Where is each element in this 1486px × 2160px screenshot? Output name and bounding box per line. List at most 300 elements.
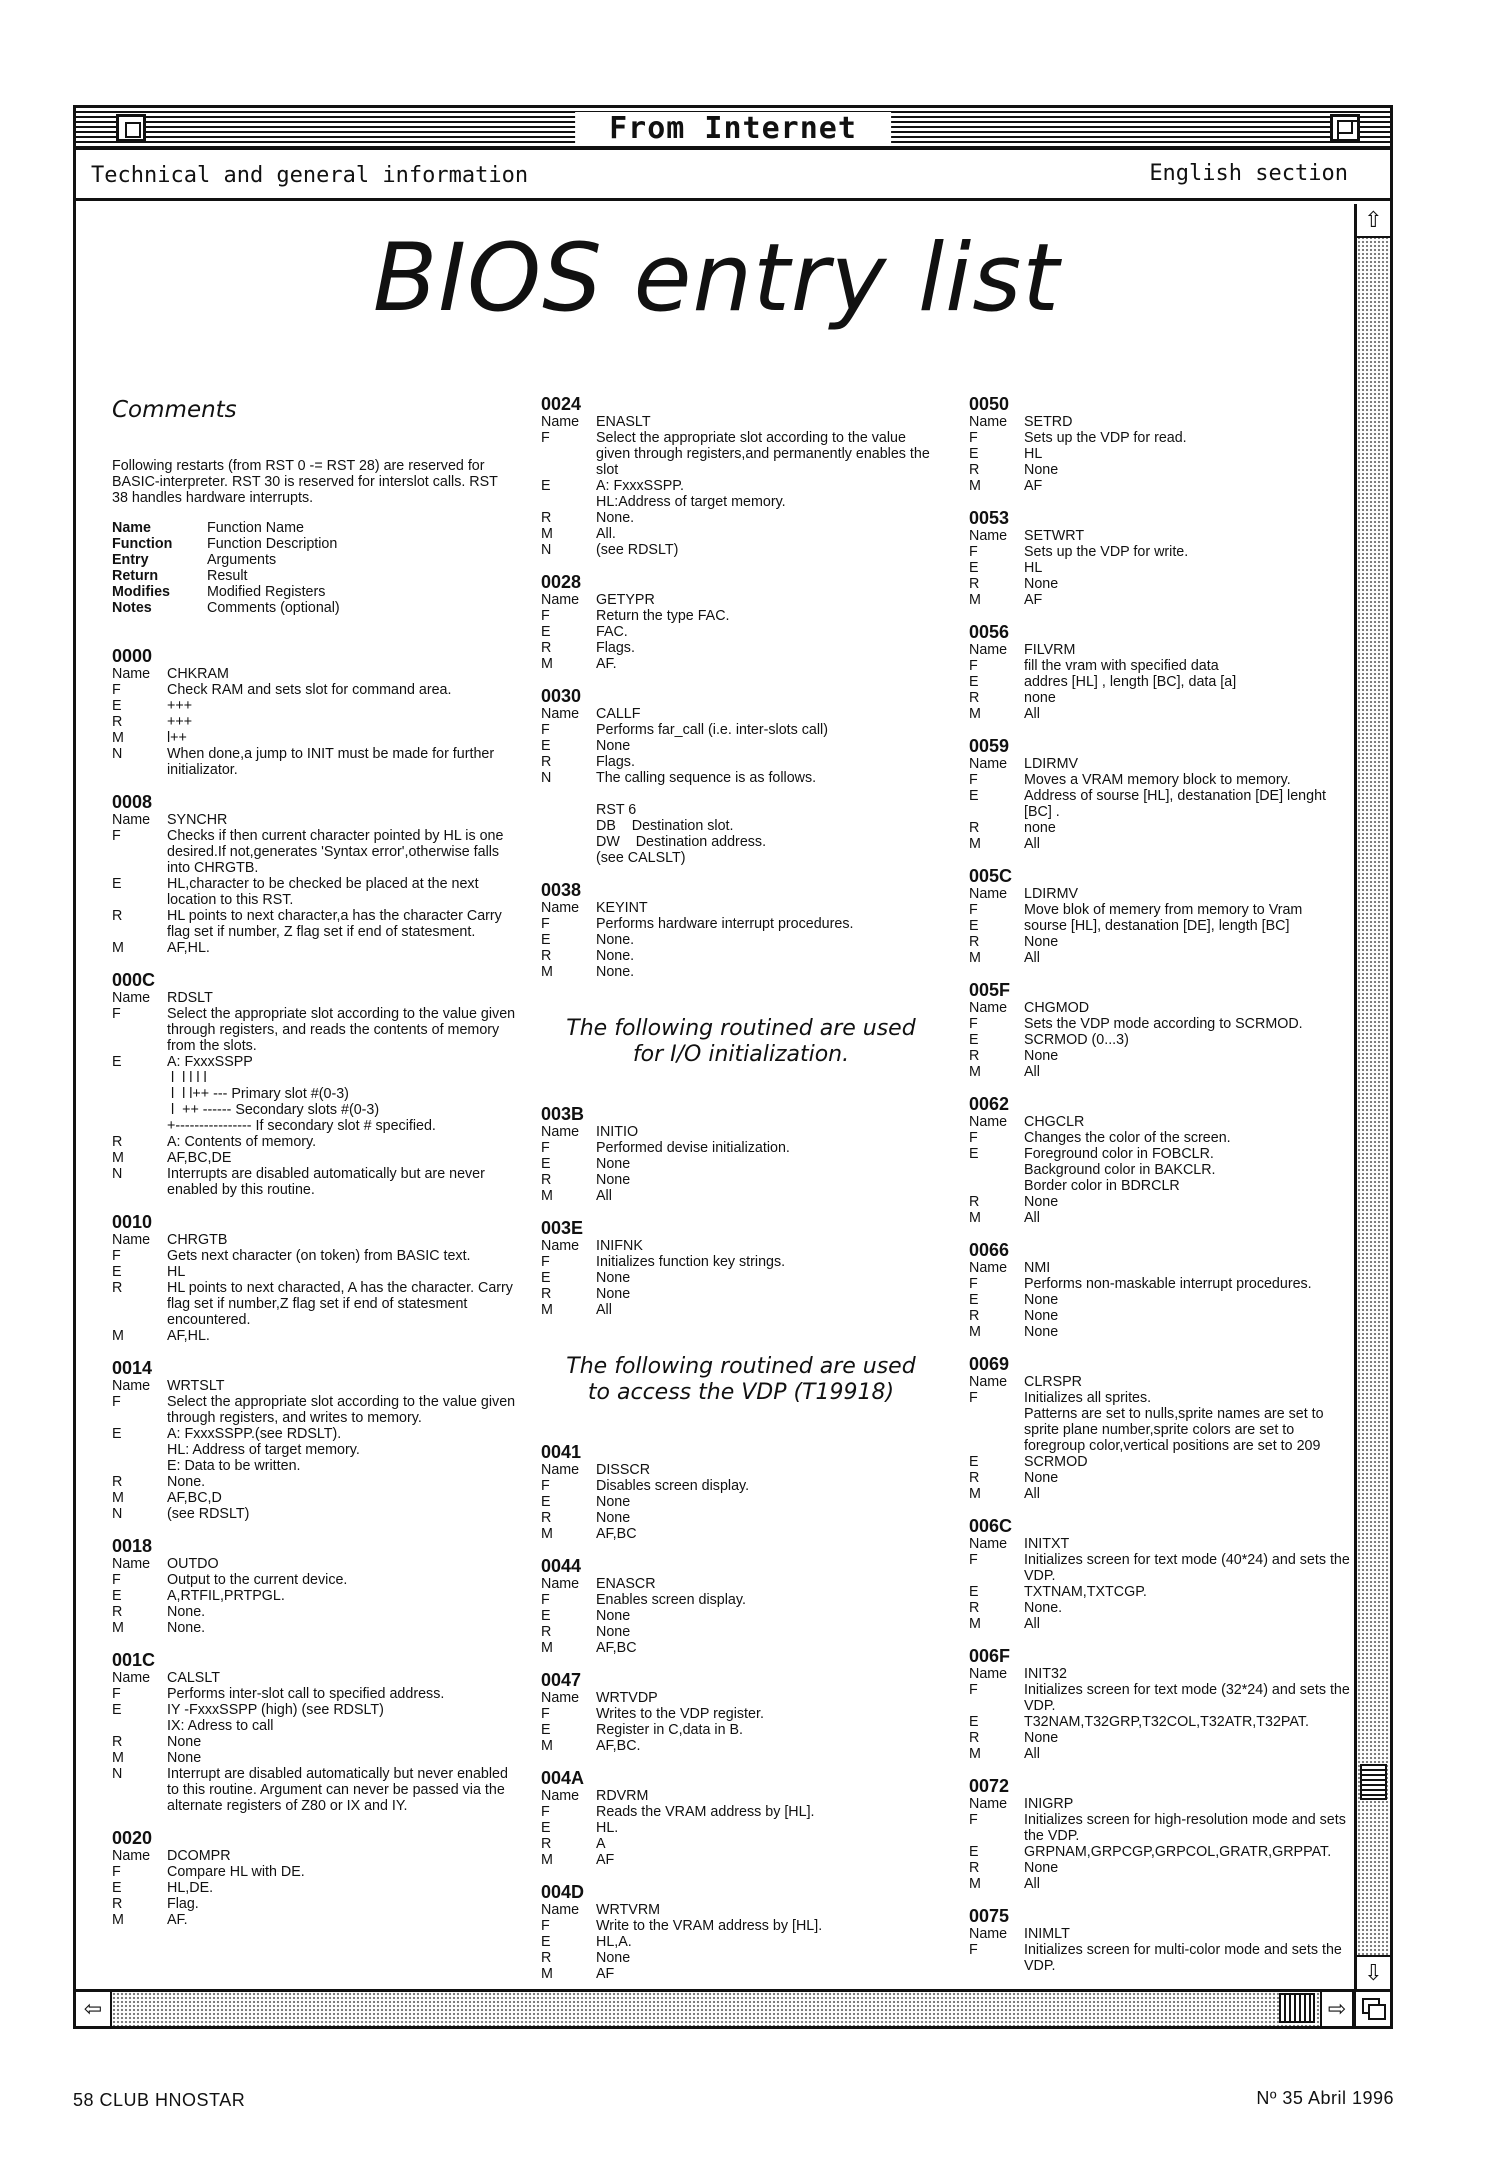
field-key: F: [969, 1812, 978, 1828]
field-value: WRTVRM: [596, 1902, 661, 1918]
entry-field: [541, 932, 941, 948]
bios-entry: [112, 1212, 517, 1344]
field-value: CHKRAM: [167, 666, 229, 682]
bios-entry: [112, 970, 520, 1198]
entry-field: [969, 820, 1354, 836]
field-value: All: [1024, 1746, 1040, 1762]
entry-field: [969, 1276, 1354, 1292]
field-key: M: [969, 950, 981, 966]
field-value: A: FxxxSSPP.(see RDSLT). HL: Address of target memory. E: Data to be written.: [167, 1426, 360, 1474]
field-value: CHRGTB: [167, 1232, 228, 1248]
bios-entry: [969, 622, 1354, 722]
title-bar[interactable]: [76, 108, 1390, 150]
bios-entry: [541, 880, 941, 980]
bios-entry: [541, 1442, 941, 1542]
field-value: A: FxxxSSPP. HL:Address of target memory.: [596, 478, 786, 510]
entry-field: [112, 1490, 517, 1506]
entry-field: [112, 682, 517, 698]
field-value: Moves a VRAM memory block to memory.: [1024, 772, 1291, 788]
field-key: M: [541, 526, 553, 542]
field-value: Select the appropriate slot according to the value given through registers, and writes to memory.: [167, 1394, 520, 1426]
entry-field: [112, 1588, 517, 1604]
field-key: F: [112, 1006, 121, 1022]
entry-field: [112, 1912, 517, 1928]
entry-field: [969, 934, 1354, 950]
entry-field: [969, 1616, 1354, 1632]
horizontal-scrollbar[interactable]: [76, 1989, 1390, 2026]
field-value: Gets next character (on token) from BASIC text.: [167, 1248, 471, 1264]
entry-field: [112, 746, 517, 778]
field-value: None.: [1024, 1600, 1063, 1616]
field-key: M: [112, 940, 124, 956]
field-value: Flags.: [596, 754, 635, 770]
entry-field: [969, 430, 1354, 446]
bios-entry: [969, 1906, 1354, 1974]
field-value: A: [596, 1836, 606, 1852]
section-label-right: English section: [1149, 161, 1348, 186]
entry-field: [112, 1328, 517, 1344]
field-key: M: [541, 1188, 553, 1204]
entry-field: [112, 1750, 517, 1766]
field-value: AF,BC: [596, 1526, 637, 1542]
field-key: Name: [541, 1124, 580, 1140]
field-key: F: [969, 1682, 978, 1698]
scroll-right-arrow-icon[interactable]: ⇨: [1320, 1992, 1354, 2026]
entry-field: [541, 1140, 941, 1156]
field-key: Name: [969, 756, 1008, 772]
bios-entry: [541, 686, 941, 866]
field-value: Checks if then current character pointed by HL is one desired.If not,generates 'Syntax error',otherwise falls into CHRGTB.: [167, 828, 508, 876]
field-value: None.: [596, 932, 635, 948]
entry-address: 005F: [969, 980, 1011, 1000]
entry-field: [541, 1494, 941, 1510]
entry-field: [541, 770, 941, 866]
entry-field: [969, 1470, 1354, 1486]
bios-entry: [112, 1650, 517, 1814]
entry-field: [541, 1934, 941, 1950]
field-key: M: [541, 1852, 553, 1868]
scroll-down-arrow-icon[interactable]: ⇩: [1357, 1955, 1390, 1989]
field-value: DISSCR: [596, 1462, 651, 1478]
entry-field: [541, 1706, 941, 1722]
field-value: +++: [167, 714, 193, 730]
field-value: FAC.: [596, 624, 628, 640]
legend-key: Entry: [112, 552, 149, 568]
field-key: Name: [541, 592, 580, 608]
bios-entry: [969, 1646, 1354, 1762]
field-value: None.: [596, 964, 635, 980]
legend-row: [112, 552, 517, 568]
field-value: Enables screen display.: [596, 1592, 746, 1608]
field-key: Name: [112, 990, 151, 1006]
entry-field: [541, 640, 941, 656]
field-key: F: [969, 1016, 978, 1032]
field-key: R: [541, 510, 552, 526]
field-value: HL.: [596, 1820, 619, 1836]
entry-field: [969, 1746, 1354, 1762]
field-value: INITXT: [1024, 1536, 1070, 1552]
field-value: INIFNK: [596, 1238, 643, 1254]
field-value: None: [596, 1156, 631, 1172]
field-key: E: [112, 1702, 122, 1718]
entry-field: [969, 1390, 1354, 1454]
field-key: M: [969, 836, 981, 852]
field-value: None: [1024, 1324, 1059, 1340]
field-key: E: [112, 1054, 122, 1070]
entry-address: 006F: [969, 1646, 1011, 1666]
field-key: Name: [541, 1238, 580, 1254]
field-key: E: [112, 1264, 122, 1280]
entry-field: [969, 642, 1354, 658]
field-value: Select the appropriate slot according to the value given through registers,and permanently enables the slot: [596, 430, 934, 478]
field-key: R: [969, 1048, 980, 1064]
field-value: AF,HL.: [167, 940, 210, 956]
field-key: F: [541, 1706, 550, 1722]
entry-field: [969, 1876, 1354, 1892]
field-key: R: [969, 820, 980, 836]
entry-field: [112, 1848, 517, 1864]
field-value: None: [167, 1734, 202, 1750]
entry-field: [112, 730, 517, 746]
field-key: F: [541, 1592, 550, 1608]
entry-field: [112, 666, 517, 682]
section-heading: The following routined are used for I/O initialization.: [566, 1016, 916, 1067]
scroll-left-arrow-icon[interactable]: ⇦: [76, 1992, 112, 2026]
entry-field: [541, 1254, 941, 1270]
field-key: M: [969, 1486, 981, 1502]
field-value: AF.: [596, 656, 617, 672]
field-key: R: [969, 1308, 980, 1324]
field-value: Interrupts are disabled automatically but are never enabled by this routine.: [167, 1166, 489, 1198]
field-key: M: [112, 1912, 124, 1928]
field-value: CALLF: [596, 706, 641, 722]
entry-field: [969, 1194, 1354, 1210]
field-key: Name: [969, 1536, 1008, 1552]
field-key: Name: [541, 1690, 580, 1706]
entry-address: 0038: [541, 880, 582, 900]
legend-row: [112, 600, 517, 616]
field-key: M: [969, 1324, 981, 1340]
field-value: None: [596, 1950, 631, 1966]
field-key: R: [541, 640, 552, 656]
field-key: R: [541, 1286, 552, 1302]
legend-key: Function: [112, 536, 173, 552]
field-value: LDIRMV: [1024, 886, 1079, 902]
vertical-scroll-thumb[interactable]: [1360, 1764, 1387, 1800]
entry-address: 0050: [969, 394, 1010, 414]
entry-field: [541, 478, 941, 510]
bios-entry: [541, 1768, 941, 1868]
resize-box-icon[interactable]: [1354, 1992, 1390, 2026]
entry-field: [541, 542, 941, 558]
entry-address: 006C: [969, 1516, 1013, 1536]
field-value: None: [596, 1608, 631, 1624]
entry-field: [112, 828, 517, 876]
field-key: Name: [541, 414, 580, 430]
field-value: Return the type FAC.: [596, 608, 730, 624]
field-key: F: [112, 828, 121, 844]
field-key: E: [112, 1880, 122, 1896]
field-key: F: [541, 608, 550, 624]
field-value: None.: [167, 1474, 206, 1490]
field-key: F: [969, 1552, 978, 1568]
entry-field: [541, 1592, 941, 1608]
field-value: Writes to the VDP register.: [596, 1706, 764, 1722]
field-value: Flags.: [596, 640, 635, 656]
field-key: N: [541, 770, 552, 786]
field-value: SCRMOD (0...3): [1024, 1032, 1129, 1048]
entry-field: [541, 1624, 941, 1640]
field-value: fill the vram with specified data: [1024, 658, 1219, 674]
field-value: Performs far_call (i.e. inter-slots call): [596, 722, 828, 738]
field-key: E: [969, 1146, 979, 1162]
field-value: Initializes screen for text mode (32*24) and sets the VDP.: [1024, 1682, 1354, 1714]
close-box-icon[interactable]: [116, 114, 146, 142]
field-value: All: [1024, 1064, 1040, 1080]
field-key: F: [112, 1572, 121, 1588]
field-value: sourse [HL], destanation [DE], length [BC]: [1024, 918, 1290, 934]
entry-field: [541, 1286, 941, 1302]
field-key: N: [112, 1766, 123, 1782]
field-key: R: [112, 908, 123, 924]
bios-entry: [541, 1882, 941, 1982]
field-value: HL,DE.: [167, 1880, 214, 1896]
entry-address: 0008: [112, 792, 153, 812]
field-value: None: [1024, 1730, 1059, 1746]
page-title: BIOS entry list: [372, 224, 1061, 333]
field-key: R: [112, 1896, 123, 1912]
entry-field: [541, 1302, 941, 1318]
field-key: Name: [541, 900, 580, 916]
entry-field: [541, 1526, 941, 1542]
entry-field: [541, 722, 941, 738]
field-value: CLRSPR: [1024, 1374, 1082, 1390]
entry-field: [969, 1146, 1354, 1194]
field-value: AF.: [167, 1912, 188, 1928]
field-value: Address of sourse [HL], destanation [DE] lenght [BC] .: [1024, 788, 1330, 820]
field-key: E: [969, 1714, 979, 1730]
field-key: Name: [541, 706, 580, 722]
field-key: N: [541, 542, 552, 558]
bios-entry: [969, 980, 1354, 1080]
entry-field: [541, 1722, 941, 1738]
field-value: AF: [1024, 592, 1043, 608]
field-key: E: [541, 1820, 551, 1836]
entry-field: [112, 1054, 517, 1134]
field-value: CHGCLR: [1024, 1114, 1085, 1130]
entry-field: [969, 1308, 1354, 1324]
field-key: F: [969, 1130, 978, 1146]
vertical-scrollbar[interactable]: [1354, 204, 1390, 1989]
field-key: E: [969, 446, 979, 462]
field-value: Output to the current device.: [167, 1572, 348, 1588]
field-value: None: [1024, 576, 1059, 592]
field-key: M: [112, 1328, 124, 1344]
field-key: F: [969, 772, 978, 788]
bios-entry: [969, 394, 1354, 494]
field-value: A: FxxxSSPP l l l l l l l l++ --- Primary slot #(0-3) l ++ ------ Secondary slots #(0-3) +---------------- If secondary slot # specified.: [167, 1054, 436, 1134]
horizontal-scroll-thumb[interactable]: [1279, 1993, 1315, 2023]
field-key: E: [969, 788, 979, 804]
field-value: ENASCR: [596, 1576, 656, 1592]
field-value: WRTSLT: [167, 1378, 225, 1394]
scroll-up-arrow-icon[interactable]: ⇧: [1357, 204, 1390, 238]
field-value: none: [1024, 690, 1056, 706]
field-key: M: [541, 656, 553, 672]
field-key: R: [969, 1730, 980, 1746]
field-key: F: [541, 1478, 550, 1494]
field-key: F: [541, 1140, 550, 1156]
entry-field: [112, 1734, 517, 1750]
field-key: F: [541, 1254, 550, 1270]
field-key: E: [541, 624, 551, 640]
entry-field: [969, 414, 1354, 430]
entry-field: [969, 1114, 1354, 1130]
entry-field: [969, 544, 1354, 560]
entry-field: [112, 1426, 517, 1474]
bios-entry: [969, 508, 1354, 608]
field-key: E: [541, 738, 551, 754]
field-value: GETYPR: [596, 592, 655, 608]
field-value: SETWRT: [1024, 528, 1085, 544]
entry-field: [541, 964, 941, 980]
entry-field: [969, 1210, 1354, 1226]
entry-address: 0024: [541, 394, 582, 414]
info-bar: [76, 153, 1390, 201]
field-key: F: [969, 544, 978, 560]
bios-entry: [112, 1828, 517, 1928]
bios-entry: [541, 1104, 941, 1204]
entry-field: [969, 788, 1354, 820]
field-value: Changes the color of the screen.: [1024, 1130, 1231, 1146]
field-key: M: [112, 1620, 124, 1636]
field-value: INIMLT: [1024, 1926, 1070, 1942]
entry-field: [541, 1966, 941, 1982]
legend-row: [112, 520, 517, 536]
field-value: SETRD: [1024, 414, 1073, 430]
bios-entry: [112, 792, 517, 956]
entry-field: [969, 1324, 1354, 1340]
entry-field: [969, 478, 1354, 494]
field-value: WRTVDP: [596, 1690, 658, 1706]
field-key: F: [112, 1248, 121, 1264]
entry-field: [969, 756, 1354, 772]
field-value: CALSLT: [167, 1670, 220, 1686]
field-key: R: [541, 948, 552, 964]
entry-field: [969, 1926, 1354, 1942]
field-key: M: [541, 964, 553, 980]
field-key: E: [541, 1494, 551, 1510]
entry-field: [112, 1604, 517, 1620]
field-key: Name: [969, 886, 1008, 902]
field-key: M: [112, 1150, 124, 1166]
field-key: R: [969, 576, 980, 592]
entry-field: [112, 1766, 517, 1814]
field-key: R: [112, 1604, 123, 1620]
field-value: Disables screen display.: [596, 1478, 750, 1494]
entry-field: [112, 940, 517, 956]
entry-field: [969, 1584, 1354, 1600]
entry-field: [969, 592, 1354, 608]
entry-field: [112, 1506, 517, 1522]
legend-value: Arguments: [207, 552, 277, 568]
field-value: Sets up the VDP for write.: [1024, 544, 1189, 560]
entry-address: 0014: [112, 1358, 153, 1378]
field-value: All: [596, 1302, 612, 1318]
entry-field: [112, 1134, 517, 1150]
field-value: ENASLT: [596, 414, 651, 430]
field-value: NMI: [1024, 1260, 1051, 1276]
entry-field: [969, 1536, 1354, 1552]
entry-field: [969, 1486, 1354, 1502]
entry-field: [112, 1232, 517, 1248]
bios-entry: [541, 1556, 941, 1656]
field-value: HL: [1024, 446, 1043, 462]
legend-key: Return: [112, 568, 159, 584]
field-key: M: [969, 1616, 981, 1632]
field-key: E: [541, 1722, 551, 1738]
field-key: Name: [969, 1796, 1008, 1812]
entry-field: [969, 1260, 1354, 1276]
field-key: M: [969, 1876, 981, 1892]
field-value: All: [1024, 836, 1040, 852]
field-value: Reads the VRAM address by [HL].: [596, 1804, 815, 1820]
field-key: Name: [969, 642, 1008, 658]
field-value: None: [596, 1270, 631, 1286]
entry-address: 000C: [112, 970, 156, 990]
legend-key: Name: [112, 520, 151, 536]
legend-key: Modifies: [112, 584, 170, 600]
field-key: M: [541, 1738, 553, 1754]
zoom-box-icon[interactable]: [1330, 114, 1360, 142]
field-key: M: [969, 1210, 981, 1226]
entry-address: 0010: [112, 1212, 153, 1232]
field-value: Select the appropriate slot according to the value given through registers, and reads the contents of memory from the slots.: [167, 1006, 520, 1054]
field-value: HL,A.: [596, 1934, 632, 1950]
entry-field: [112, 990, 517, 1006]
entry-address: 0028: [541, 572, 582, 592]
entry-field: [969, 1666, 1354, 1682]
field-value: Register in C,data in B.: [596, 1722, 744, 1738]
field-key: E: [969, 560, 979, 576]
entry-field: [541, 414, 941, 430]
entry-field: [541, 592, 941, 608]
entry-field: [541, 1902, 941, 1918]
field-key: M: [112, 730, 124, 746]
field-value: RDVRM: [596, 1788, 649, 1804]
entry-field: [112, 1166, 517, 1198]
field-value: l++: [167, 730, 187, 746]
bios-entry: [969, 736, 1354, 852]
field-value: +++: [167, 698, 193, 714]
footer-issue-info: Nº 35 Abril 1996: [1256, 2088, 1394, 2108]
field-value: None: [596, 1510, 631, 1526]
entry-field: [969, 1016, 1354, 1032]
field-value: HL points to next character,a has the character Carry flag set if number, Z flag set if end of statesment.: [167, 908, 506, 940]
field-value: Performs non-maskable interrupt procedures.: [1024, 1276, 1312, 1292]
legend-row: [112, 584, 517, 600]
entry-address: 0030: [541, 686, 582, 706]
field-key: F: [969, 902, 978, 918]
field-key: Name: [112, 1378, 151, 1394]
field-key: F: [112, 682, 121, 698]
entry-address: 0020: [112, 1828, 153, 1848]
bios-entry: [969, 1240, 1354, 1340]
entry-field: [969, 1032, 1354, 1048]
entry-field: [112, 1378, 517, 1394]
entry-field: [969, 1714, 1354, 1730]
field-key: M: [969, 1746, 981, 1762]
